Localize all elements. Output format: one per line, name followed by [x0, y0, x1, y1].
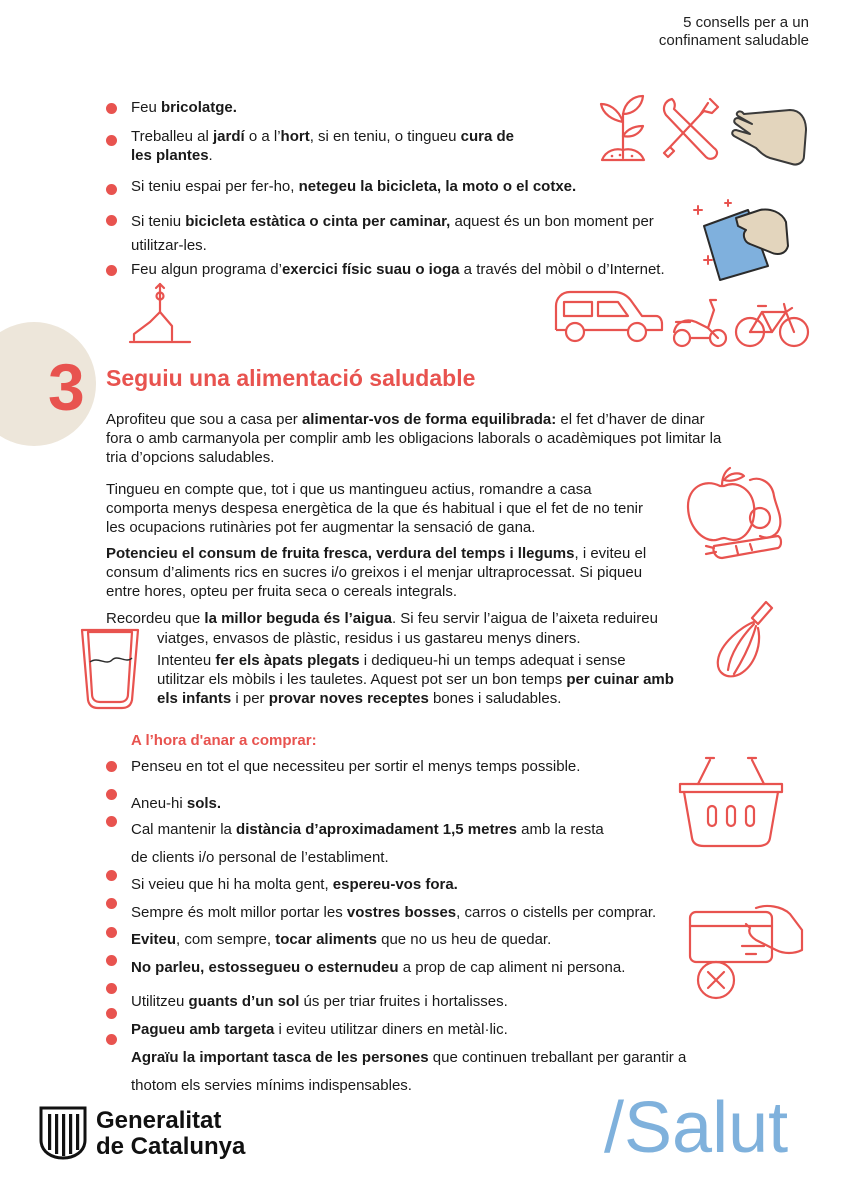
text: . Si feu servir l’aigua de l’aixeta reduireu	[391, 610, 658, 627]
bullet-dot	[106, 983, 117, 994]
text: , carros o cistells per comprar.	[456, 904, 657, 921]
paragraph	[106, 410, 766, 467]
text: i dediqueu-hi un temps adequat i sense	[359, 652, 626, 669]
car-icon	[552, 286, 666, 346]
list-item-cont: thotom els servies mínims indispensables.	[131, 1077, 412, 1094]
bullet-dot	[106, 135, 117, 146]
list-item	[131, 127, 514, 146]
text: ús per triar fruites i hortalisses.	[299, 993, 508, 1010]
section-number: 3	[48, 350, 85, 424]
water-glass-icon	[78, 626, 142, 710]
generalitat-logo-text	[96, 1108, 245, 1160]
list-item	[131, 930, 551, 949]
paragraph	[106, 544, 706, 601]
list-item	[131, 1048, 686, 1067]
bold-text: Potencieu el consum de fruita fresca, verdura del temps i llegums	[106, 545, 575, 562]
bold-text: provar noves receptes	[268, 690, 429, 707]
text: utilitzar els mòbils i les tauletes. Aquest pot ser un bon temps	[157, 671, 567, 688]
bullet-dot	[106, 789, 117, 800]
text: , i eviteu el	[574, 545, 647, 562]
bullet-dot	[106, 870, 117, 881]
list-item: Penseu en tot el que necessiteu per sortir el menys temps possible.	[131, 758, 581, 775]
bullet-dot	[106, 927, 117, 938]
item-text: o a l’	[244, 128, 281, 145]
hand-icon	[730, 100, 810, 168]
paragraph-line	[157, 670, 717, 689]
text: a prop de cap aliment ni persona.	[398, 959, 626, 976]
scooter-icon	[670, 296, 730, 348]
item-text: Feu	[131, 99, 162, 116]
paragraph-line: entre hores, opteu per fruita seca o cereals integrals.	[106, 583, 458, 600]
list-item	[131, 794, 221, 813]
bold-text: distància d’aproximadament 1,5 metres	[236, 821, 517, 838]
bold-text: Pagueu amb targeta	[131, 1021, 275, 1038]
bold-text: alimentar-vos de forma equilibrada:	[301, 411, 557, 428]
text: i per	[231, 690, 269, 707]
item-bold: bricolatge.	[161, 99, 237, 116]
bold-text: els infants	[157, 690, 232, 707]
text: que continuen treballant per garantir a	[428, 1049, 687, 1066]
text: Cal mantenir la	[131, 821, 237, 838]
paragraph	[106, 609, 706, 628]
list-item-cont: de clients i/o personal de l’establiment.	[131, 849, 389, 866]
text: que no us heu de quedar.	[376, 931, 552, 948]
bold-text: espereu-vos fora.	[332, 876, 458, 893]
bullet-dot	[106, 1008, 117, 1019]
list-item-cont	[131, 146, 213, 165]
bold-text: per cuinar amb	[566, 671, 674, 688]
bullet-dot	[106, 103, 117, 114]
bullet-dot	[106, 215, 117, 226]
bold-text: No parleu, estossegueu o esternudeu	[131, 959, 399, 976]
whisk-icon	[712, 598, 774, 682]
text: Aneu-hi	[131, 795, 187, 812]
paragraph-line	[106, 410, 766, 429]
bullet-dot	[106, 1034, 117, 1045]
paragraph-line	[157, 651, 717, 670]
bold-text: Agraïu la important tasca de les persones	[131, 1049, 429, 1066]
item-text: a través del mòbil o d’Internet.	[459, 261, 665, 278]
text: Recordeu que	[106, 610, 205, 627]
text: Utilitzeu	[131, 993, 189, 1010]
text: Sempre és molt millor portar les	[131, 904, 347, 921]
paragraph	[157, 651, 717, 708]
list-item	[131, 992, 508, 1011]
tools-icon	[660, 95, 722, 163]
item-bold: cura de	[460, 128, 515, 145]
bullet-dot	[106, 955, 117, 966]
bullet-dot	[106, 761, 117, 772]
item-text: Si teniu	[131, 213, 186, 230]
paragraph	[157, 629, 717, 648]
header-line-2: confinament saludable	[658, 32, 809, 49]
list-item	[131, 820, 604, 839]
paragraph-line: les ocupacions rutinàries pot fer augmentar la sensació de gana.	[106, 519, 536, 536]
paragraph-line: consum d’aliments rics en sucres i/o greixos i el menjar ultraprocessat. Si piqueu	[106, 564, 643, 581]
item-text: , si en teniu, o tingueu	[309, 128, 461, 145]
salut-brand: /Salut	[604, 1088, 789, 1168]
logo-line-2: de Catalunya	[96, 1133, 246, 1160]
item-text: Feu algun programa d’	[131, 261, 282, 278]
bullet-dot	[106, 184, 117, 195]
generalitat-shield-icon	[38, 1104, 88, 1160]
text: amb la resta	[517, 821, 604, 838]
paragraph	[106, 480, 706, 537]
text: i eviteu utilitzar diners en metàl·lic.	[274, 1021, 508, 1038]
item-text: aquest és un bon moment per	[450, 213, 654, 230]
shopping-basket-icon	[676, 754, 786, 850]
list-item	[131, 1020, 508, 1039]
bold-text: vostres bosses	[346, 904, 457, 921]
item-bold: netegeu la bicicleta, la moto o el cotxe.	[298, 178, 577, 195]
text: Intenteu	[157, 652, 216, 669]
list-item	[131, 212, 654, 231]
text: Aprofiteu que sou a casa per	[106, 411, 302, 428]
bullet-dot	[106, 816, 117, 827]
item-bold: hort	[280, 128, 310, 145]
bold-text: la millor beguda és l’aigua	[204, 610, 392, 627]
section-title: Seguiu una alimentació saludable	[106, 365, 476, 391]
document-header	[659, 14, 809, 50]
list-item-cont: utilitzar-les.	[131, 237, 207, 254]
list-item	[131, 177, 576, 196]
yoga-icon	[128, 282, 192, 346]
logo-line-1: Generalitat	[96, 1107, 222, 1134]
paragraph-line: tria d’opcions saludables.	[106, 449, 275, 466]
paragraph-line: viatges, envasos de plàstic, residus i us gastareu menys diners.	[157, 630, 581, 647]
paragraph-line	[157, 689, 717, 708]
bicycle-icon	[734, 300, 810, 350]
cleaning-cloth-icon	[690, 196, 796, 284]
text: , com sempre,	[176, 931, 276, 948]
bullet-dot	[106, 898, 117, 909]
item-bold: exercici físic suau o ioga	[281, 261, 460, 278]
paragraph-line: fora o amb carmanyola per complir amb les obligacions laborals o acadèmiques pot limitar la	[106, 430, 722, 447]
item-bold: jardí	[213, 128, 245, 145]
shopping-heading: A l’hora d'anar a comprar:	[131, 732, 317, 749]
item-bold: les plantes	[131, 147, 209, 164]
text: el fet d’haver de dinar	[556, 411, 705, 428]
bold-text: sols.	[186, 795, 222, 812]
bold-text: fer els àpats plegats	[215, 652, 360, 669]
item-text: Treballeu al	[131, 128, 213, 145]
paragraph-line	[106, 544, 706, 563]
text: Si veieu que hi ha molta gent,	[131, 876, 333, 893]
bold-text: Eviteu	[131, 931, 177, 948]
paragraph-line: Tingueu en compte que, tot i que us mantingueu actius, romandre a casa	[106, 481, 592, 498]
paragraph-line	[106, 609, 706, 628]
item-bold: bicicleta estàtica o cinta per caminar,	[185, 213, 451, 230]
fruit-vegetables-icon	[684, 466, 784, 562]
header-line-1: 5 consells per a un	[683, 14, 809, 31]
bullet-dot	[106, 265, 117, 276]
item-text: Si teniu espai per fer-ho,	[131, 178, 299, 195]
item-text: .	[208, 147, 213, 164]
text: bones i saludables.	[428, 690, 562, 707]
plant-icon	[598, 92, 648, 164]
bold-text: tocar aliments	[275, 931, 377, 948]
list-item	[131, 958, 625, 977]
list-item	[131, 875, 458, 894]
list-item	[131, 260, 665, 279]
paragraph-line: comporta menys despesa energètica de la que és habitual i que el fet de no tenir	[106, 500, 644, 517]
bold-text: guants d’un sol	[188, 993, 300, 1010]
list-item	[131, 98, 237, 117]
card-payment-icon	[686, 900, 808, 1004]
list-item	[131, 903, 656, 922]
